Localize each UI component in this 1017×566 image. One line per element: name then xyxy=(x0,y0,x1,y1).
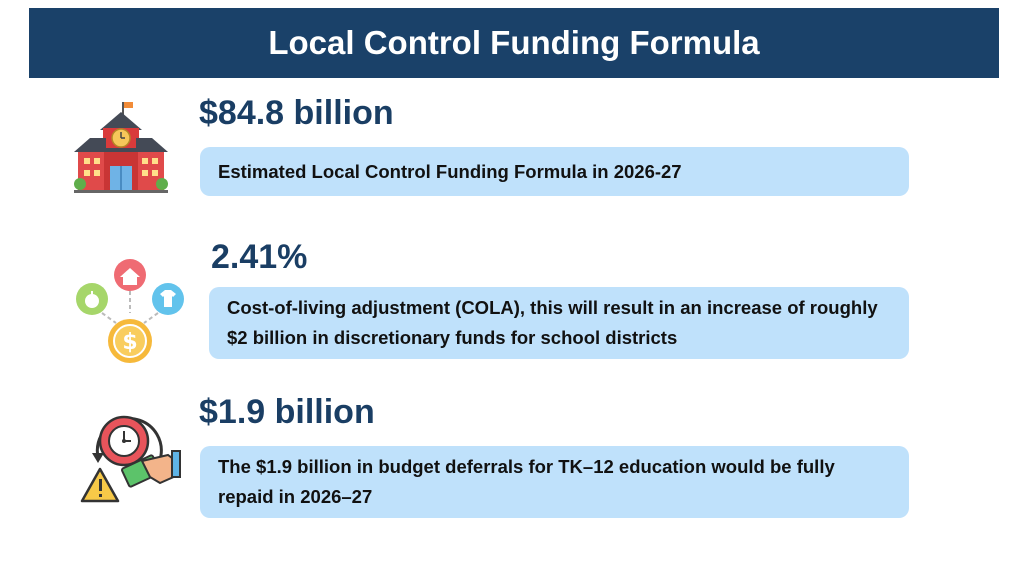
stat-description-lcff: Estimated Local Control Funding Formula in 2026-27 xyxy=(200,147,909,196)
deferral-payment-icon xyxy=(80,405,184,505)
stat-value-cola: 2.41% xyxy=(211,238,308,276)
school-building-icon xyxy=(70,98,172,196)
stat-value-lcff: $84.8 billion xyxy=(199,94,394,132)
svg-text:$: $ xyxy=(122,330,138,355)
stat-description-cola: Cost-of-living adjustment (COLA), this will result in an increase of roughly $2 billion in discretionary funds for school districts xyxy=(209,287,909,359)
cost-of-living-icon xyxy=(72,257,188,365)
page-title: Local Control Funding Formula xyxy=(268,24,760,61)
stat-description-deferral: The $1.9 billion in budget deferrals for TK–12 education would be fully repaid in 2026–27 xyxy=(200,446,909,518)
header-banner xyxy=(29,8,999,78)
stat-value-deferral: $1.9 billion xyxy=(199,393,375,431)
